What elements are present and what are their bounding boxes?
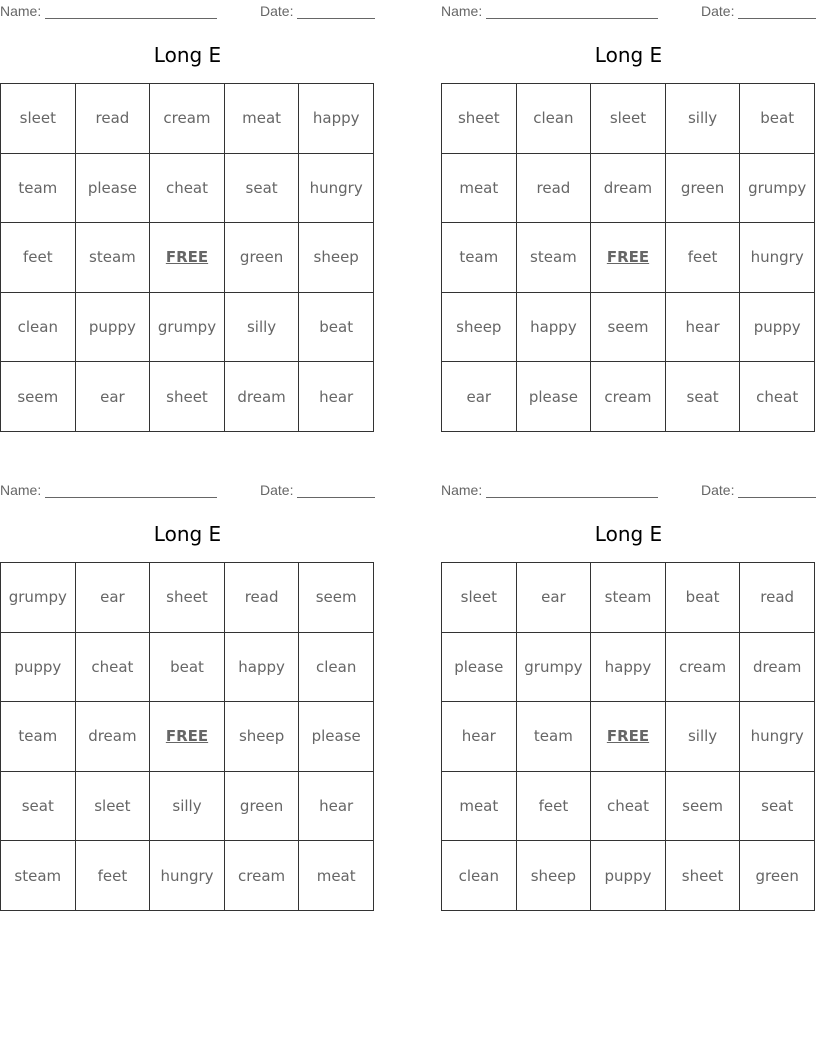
- bingo-grid: [0, 83, 374, 432]
- bingo-cell: cream: [225, 841, 300, 911]
- bingo-cell: sleet: [442, 563, 517, 633]
- name-date-row: [0, 482, 375, 498]
- bingo-cell: happy: [299, 84, 374, 154]
- free-space-cell: FREE: [591, 223, 666, 293]
- bingo-grid: [441, 562, 815, 911]
- bingo-cell: steam: [1, 841, 76, 911]
- bingo-cell: green: [740, 841, 815, 911]
- date-blank-line: [297, 5, 375, 19]
- bingo-cell: dream: [76, 702, 151, 772]
- name-date-row: [0, 3, 375, 19]
- bingo-cell: sheep: [442, 293, 517, 363]
- bingo-cell: silly: [666, 702, 741, 772]
- bingo-cell: sheet: [150, 563, 225, 633]
- date-field: [260, 3, 375, 19]
- bingo-cell: please: [517, 362, 592, 432]
- date-label: Date:: [701, 3, 735, 19]
- free-space-cell: FREE: [591, 702, 666, 772]
- bingo-cell: dream: [740, 633, 815, 703]
- bingo-cell: steam: [76, 223, 151, 293]
- bingo-cell: ear: [442, 362, 517, 432]
- bingo-cell: seat: [740, 772, 815, 842]
- name-label: Name:: [441, 482, 483, 498]
- name-date-row: [441, 482, 816, 498]
- bingo-cell: sheet: [666, 841, 741, 911]
- bingo-cell: grumpy: [150, 293, 225, 363]
- bingo-cell: beat: [299, 293, 374, 363]
- name-blank-line: [45, 484, 217, 498]
- card-title: Long E: [594, 43, 663, 67]
- bingo-cell: clean: [299, 633, 374, 703]
- date-blank-line: [297, 484, 375, 498]
- bingo-cell: grumpy: [1, 563, 76, 633]
- bingo-cell: happy: [591, 633, 666, 703]
- bingo-cell: team: [517, 702, 592, 772]
- name-blank-line: [486, 5, 658, 19]
- name-label: Name:: [0, 3, 42, 19]
- bingo-card-2: [441, 0, 816, 435]
- bingo-cell: cheat: [591, 772, 666, 842]
- free-space-cell: FREE: [150, 702, 225, 772]
- bingo-grid: [0, 562, 374, 911]
- bingo-cell: hear: [299, 772, 374, 842]
- bingo-cell: team: [1, 702, 76, 772]
- bingo-cell: seem: [1, 362, 76, 432]
- date-label: Date:: [260, 482, 294, 498]
- bingo-cell: happy: [225, 633, 300, 703]
- bingo-cell: beat: [666, 563, 741, 633]
- bingo-cell: beat: [150, 633, 225, 703]
- bingo-cell: seat: [1, 772, 76, 842]
- bingo-cell: please: [442, 633, 517, 703]
- bingo-cell: feet: [76, 841, 151, 911]
- date-blank-line: [738, 5, 816, 19]
- bingo-cell: cream: [666, 633, 741, 703]
- name-label: Name:: [441, 3, 483, 19]
- bingo-cell: seem: [591, 293, 666, 363]
- bingo-card-1: [0, 0, 375, 435]
- free-space-cell: FREE: [150, 223, 225, 293]
- bingo-cell: cream: [150, 84, 225, 154]
- bingo-grid: [441, 83, 815, 432]
- bingo-cell: green: [225, 772, 300, 842]
- bingo-cell: green: [225, 223, 300, 293]
- name-field: [441, 3, 658, 19]
- bingo-cell: ear: [517, 563, 592, 633]
- bingo-cell: sheet: [442, 84, 517, 154]
- card-title: Long E: [594, 522, 663, 546]
- bingo-cell: steam: [591, 563, 666, 633]
- bingo-cell: feet: [1, 223, 76, 293]
- bingo-cell: silly: [666, 84, 741, 154]
- date-field: [701, 482, 816, 498]
- bingo-cell: cream: [591, 362, 666, 432]
- name-date-row: [441, 3, 816, 19]
- bingo-cell: seem: [299, 563, 374, 633]
- bingo-cell: hear: [442, 702, 517, 772]
- bingo-cell: read: [76, 84, 151, 154]
- bingo-cell: dream: [591, 154, 666, 224]
- bingo-cell: hear: [666, 293, 741, 363]
- bingo-cell: seem: [666, 772, 741, 842]
- card-title: Long E: [153, 522, 222, 546]
- bingo-cell: meat: [442, 154, 517, 224]
- bingo-cell: puppy: [591, 841, 666, 911]
- date-label: Date:: [701, 482, 735, 498]
- bingo-cell: silly: [150, 772, 225, 842]
- bingo-cell: hungry: [150, 841, 225, 911]
- bingo-cell: clean: [442, 841, 517, 911]
- bingo-cell: sheet: [150, 362, 225, 432]
- bingo-cell: meat: [225, 84, 300, 154]
- name-field: [0, 3, 217, 19]
- bingo-cell: green: [666, 154, 741, 224]
- date-blank-line: [738, 484, 816, 498]
- bingo-cell: grumpy: [517, 633, 592, 703]
- bingo-cell: puppy: [1, 633, 76, 703]
- bingo-cell: grumpy: [740, 154, 815, 224]
- bingo-cell: cheat: [740, 362, 815, 432]
- bingo-cell: read: [225, 563, 300, 633]
- bingo-cell: meat: [442, 772, 517, 842]
- date-field: [260, 482, 375, 498]
- bingo-cell: puppy: [76, 293, 151, 363]
- bingo-cell: read: [740, 563, 815, 633]
- bingo-cell: puppy: [740, 293, 815, 363]
- bingo-cell: please: [299, 702, 374, 772]
- bingo-cell: please: [76, 154, 151, 224]
- bingo-cell: cheat: [76, 633, 151, 703]
- bingo-cell: dream: [225, 362, 300, 432]
- bingo-cell: hungry: [740, 223, 815, 293]
- name-blank-line: [45, 5, 217, 19]
- bingo-cell: happy: [517, 293, 592, 363]
- bingo-cell: steam: [517, 223, 592, 293]
- bingo-cell: hungry: [299, 154, 374, 224]
- name-blank-line: [486, 484, 658, 498]
- name-field: [0, 482, 217, 498]
- bingo-card-4: [441, 479, 816, 914]
- bingo-cell: hungry: [740, 702, 815, 772]
- bingo-cell: seat: [666, 362, 741, 432]
- bingo-cell: read: [517, 154, 592, 224]
- bingo-cell: feet: [666, 223, 741, 293]
- bingo-cell: sheep: [517, 841, 592, 911]
- bingo-cell: seat: [225, 154, 300, 224]
- card-title: Long E: [153, 43, 222, 67]
- bingo-cell: feet: [517, 772, 592, 842]
- bingo-cell: sheep: [299, 223, 374, 293]
- bingo-cell: sleet: [591, 84, 666, 154]
- name-label: Name:: [0, 482, 42, 498]
- bingo-cell: cheat: [150, 154, 225, 224]
- bingo-cell: ear: [76, 362, 151, 432]
- bingo-cell: sleet: [1, 84, 76, 154]
- bingo-cell: sheep: [225, 702, 300, 772]
- bingo-cell: clean: [517, 84, 592, 154]
- bingo-cell: meat: [299, 841, 374, 911]
- bingo-card-3: [0, 479, 375, 914]
- bingo-cell: team: [442, 223, 517, 293]
- bingo-cell: hear: [299, 362, 374, 432]
- bingo-cell: beat: [740, 84, 815, 154]
- date-label: Date:: [260, 3, 294, 19]
- bingo-cell: team: [1, 154, 76, 224]
- bingo-cell: ear: [76, 563, 151, 633]
- name-field: [441, 482, 658, 498]
- bingo-cell: sleet: [76, 772, 151, 842]
- date-field: [701, 3, 816, 19]
- bingo-cell: silly: [225, 293, 300, 363]
- bingo-cell: clean: [1, 293, 76, 363]
